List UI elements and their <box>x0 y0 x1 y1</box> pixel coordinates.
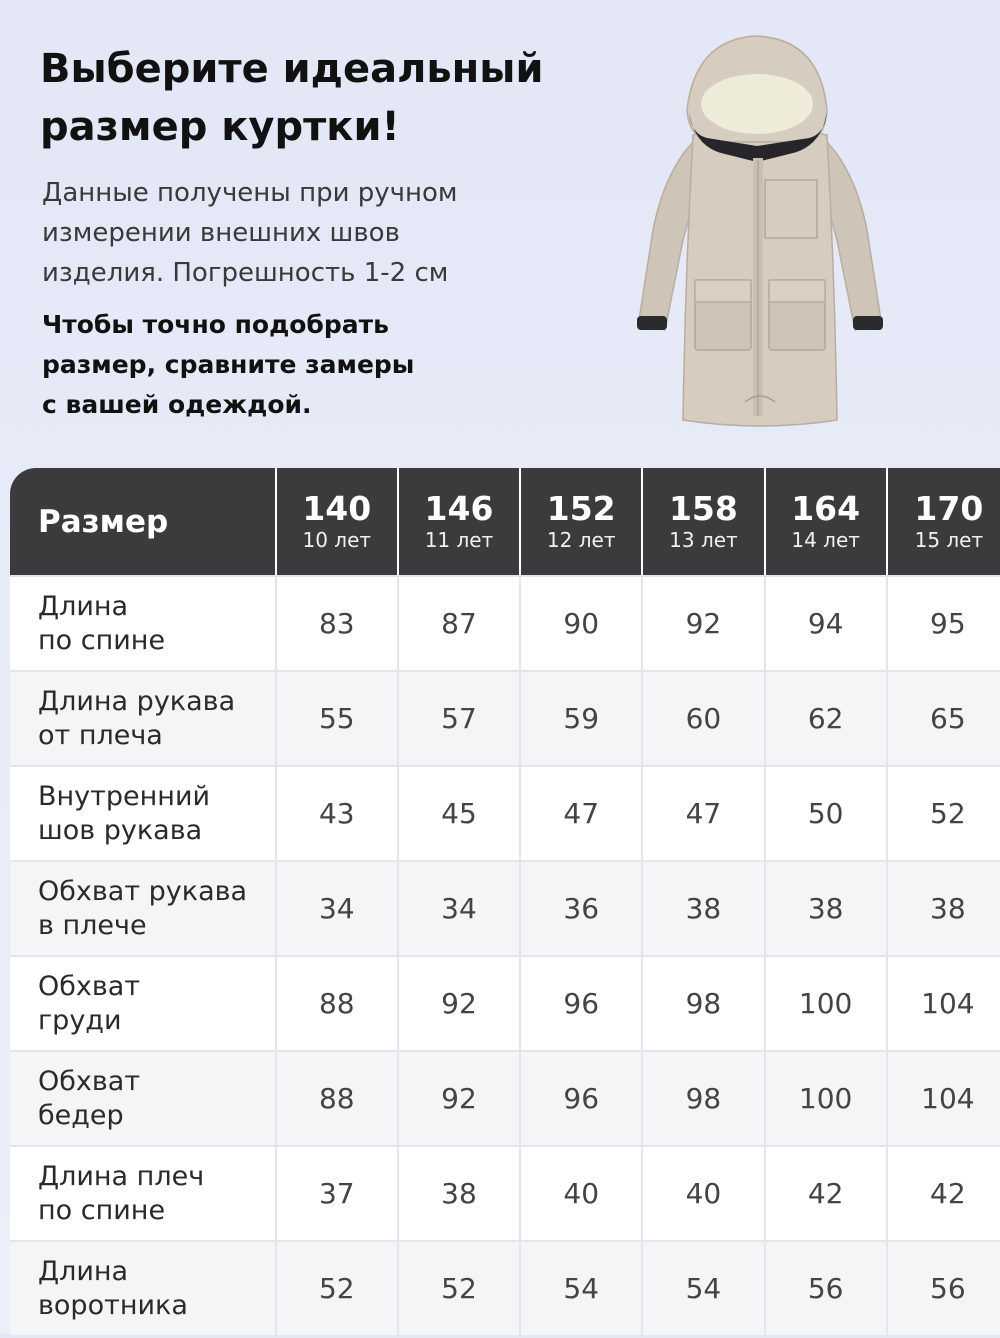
table-cell: 47 <box>643 765 765 860</box>
table-cell: 92 <box>399 1050 521 1145</box>
table-cell: 57 <box>399 670 521 765</box>
jacket-fur-lining <box>701 74 813 134</box>
table-cell: 92 <box>399 955 521 1050</box>
table-cell: 98 <box>643 1050 765 1145</box>
row-label: Обхват рукава в плече <box>10 860 277 955</box>
table-cell: 96 <box>521 1050 643 1145</box>
size-age: 15 лет <box>914 527 984 552</box>
table-row <box>10 1240 1000 1335</box>
table-cell: 37 <box>277 1145 399 1240</box>
table-cell: 104 <box>888 955 1000 1050</box>
table-cell: 38 <box>643 860 765 955</box>
table-cell: 54 <box>521 1240 643 1335</box>
table-cell: 56 <box>766 1240 888 1335</box>
table-cell: 45 <box>399 765 521 860</box>
size-column-164 <box>766 468 888 575</box>
row-label: Обхват бедер <box>10 1050 277 1145</box>
table-row <box>10 860 1000 955</box>
table-header-row <box>10 468 1000 575</box>
size-number: 170 <box>914 488 984 528</box>
size-age: 10 лет <box>302 527 372 552</box>
table-cell: 42 <box>888 1145 1000 1240</box>
table-cell: 56 <box>888 1240 1000 1335</box>
row-label: Длина воротника <box>10 1240 277 1335</box>
row-label: Длина рукава от плеча <box>10 670 277 765</box>
table-cell: 98 <box>643 955 765 1050</box>
size-column-170 <box>888 468 1000 575</box>
table-cell: 38 <box>399 1145 521 1240</box>
measurement-note: Данные получены при ручном измерении внешних швов изделия. Погрешность 1-2 см <box>42 178 458 288</box>
size-age: 11 лет <box>424 527 494 552</box>
size-column-146 <box>399 468 521 575</box>
table-cell: 52 <box>888 765 1000 860</box>
jacket-image <box>625 30 895 440</box>
table-cell: 54 <box>643 1240 765 1335</box>
size-number: 152 <box>546 488 616 528</box>
table-cell: 100 <box>766 955 888 1050</box>
table-cell: 47 <box>521 765 643 860</box>
table-cell: 100 <box>766 1050 888 1145</box>
table-row <box>10 955 1000 1050</box>
table-row <box>10 670 1000 765</box>
table-cell: 34 <box>277 860 399 955</box>
page-title: Выберите идеальный размер куртки! <box>40 46 544 150</box>
size-table <box>10 468 1000 1335</box>
table-cell: 40 <box>521 1145 643 1240</box>
table-cell: 36 <box>521 860 643 955</box>
table-row <box>10 1050 1000 1145</box>
table-cell: 38 <box>766 860 888 955</box>
table-cell: 60 <box>643 670 765 765</box>
table-cell: 52 <box>399 1240 521 1335</box>
size-number: 146 <box>424 488 494 528</box>
size-corner-label: Размер <box>10 468 277 575</box>
table-cell: 95 <box>888 575 1000 670</box>
size-column-140 <box>277 468 399 575</box>
size-number: 140 <box>302 488 372 528</box>
table-cell: 34 <box>399 860 521 955</box>
size-number: 164 <box>791 488 861 528</box>
table-cell: 88 <box>277 955 399 1050</box>
size-table-container <box>10 468 1000 1338</box>
table-cell: 52 <box>277 1240 399 1335</box>
size-number: 158 <box>668 488 738 528</box>
table-cell: 83 <box>277 575 399 670</box>
table-cell: 43 <box>277 765 399 860</box>
table-cell: 55 <box>277 670 399 765</box>
table-cell: 94 <box>766 575 888 670</box>
size-age: 14 лет <box>791 527 860 552</box>
table-cell: 38 <box>888 860 1000 955</box>
compare-hint: Чтобы точно подобрать размер, сравните замеры с вашей одеждой. <box>42 310 415 419</box>
size-column-152 <box>521 468 643 575</box>
table-row <box>10 765 1000 860</box>
row-label: Длина плеч по спине <box>10 1145 277 1240</box>
table-row <box>10 575 1000 670</box>
table-cell: 65 <box>888 670 1000 765</box>
size-age: 13 лет <box>669 527 738 552</box>
row-label: Внутренний шов рукава <box>10 765 277 860</box>
size-age: 12 лет <box>546 527 616 552</box>
table-cell: 59 <box>521 670 643 765</box>
table-cell: 104 <box>888 1050 1000 1145</box>
table-cell: 92 <box>643 575 765 670</box>
table-cell: 88 <box>277 1050 399 1145</box>
row-label: Длина по спине <box>10 575 277 670</box>
table-cell: 62 <box>766 670 888 765</box>
table-cell: 40 <box>643 1145 765 1240</box>
table-cell: 50 <box>766 765 888 860</box>
table-cell: 42 <box>766 1145 888 1240</box>
row-label: Обхват груди <box>10 955 277 1050</box>
table-cell: 90 <box>521 575 643 670</box>
table-row <box>10 1145 1000 1240</box>
table-cell: 96 <box>521 955 643 1050</box>
size-column-158 <box>643 468 765 575</box>
table-cell: 87 <box>399 575 521 670</box>
